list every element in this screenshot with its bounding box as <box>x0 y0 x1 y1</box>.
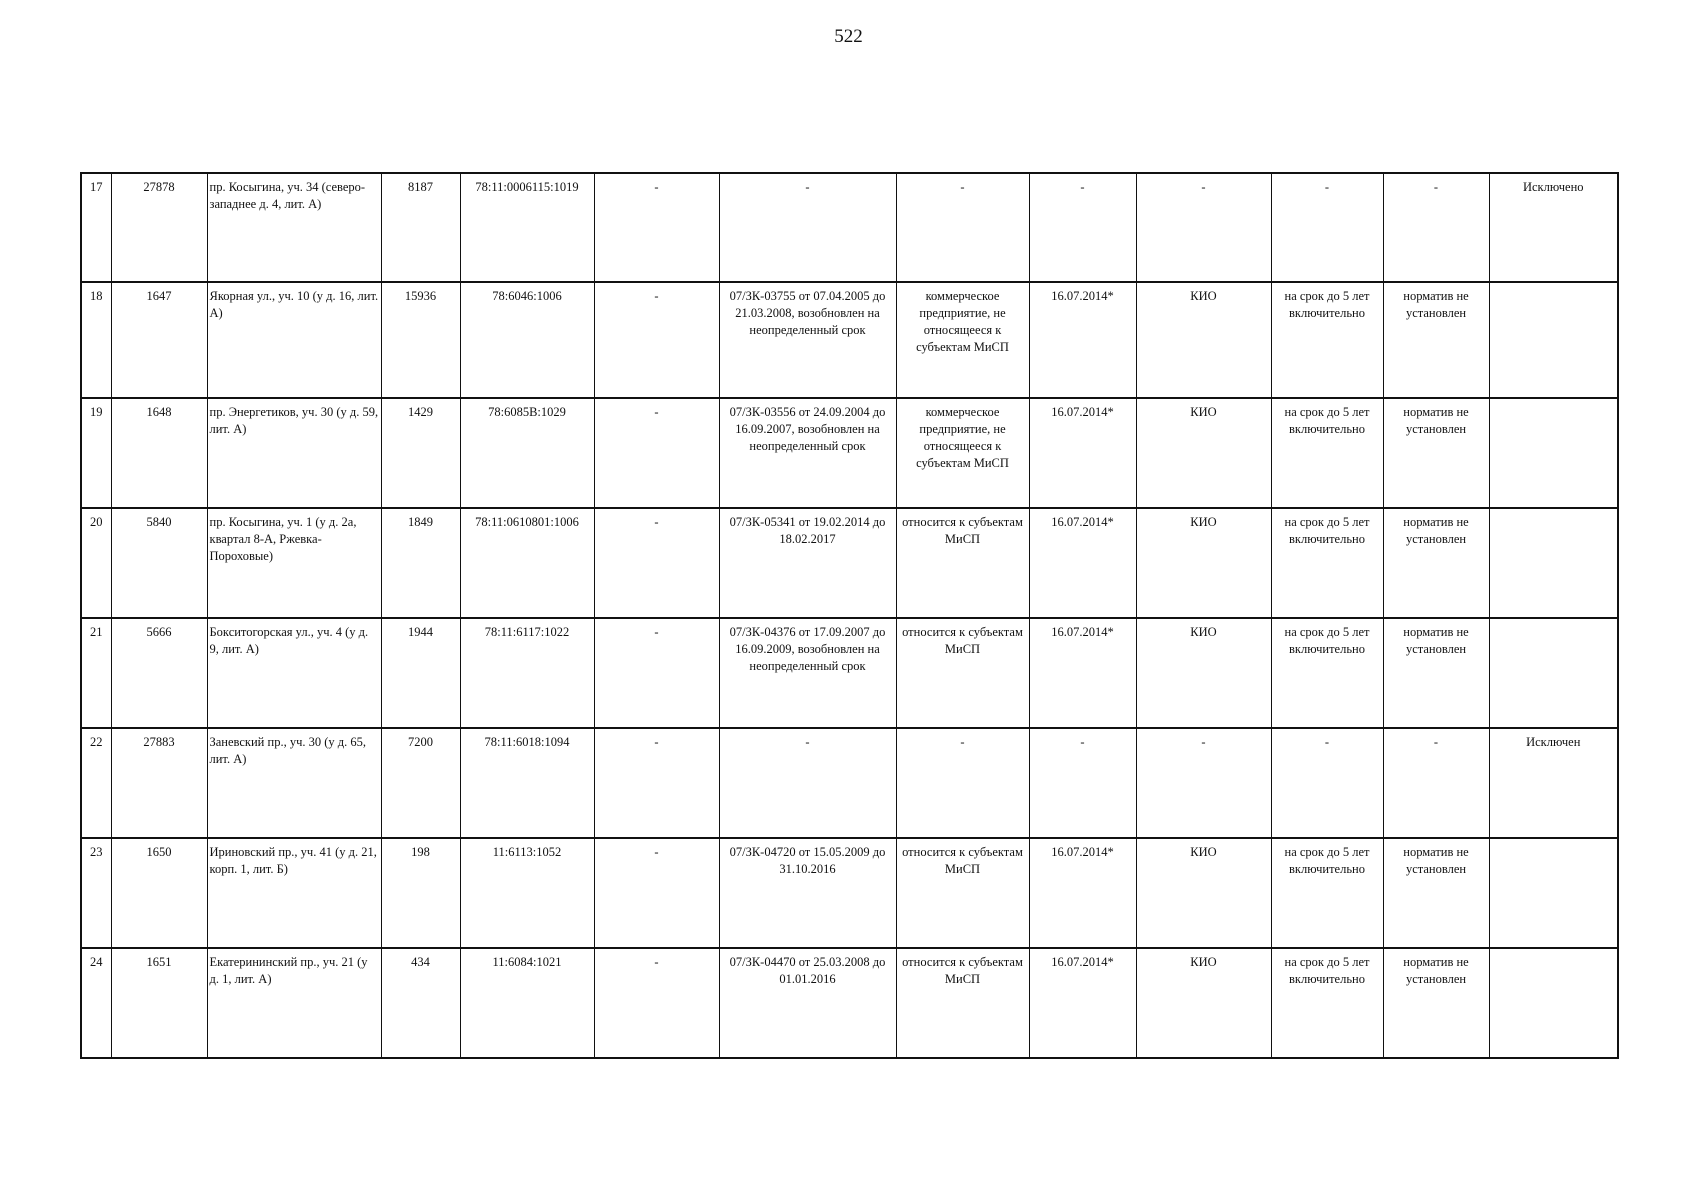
authority-cell: КИО <box>1136 838 1271 948</box>
tenant-category-cell: - <box>896 173 1029 282</box>
area-cell: 1944 <box>381 618 460 728</box>
tenant-category-cell: - <box>896 728 1029 838</box>
date-cell: 16.07.2014* <box>1029 508 1136 618</box>
address-cell: Заневский пр., уч. 30 (у д. 65, лит. А) <box>207 728 381 838</box>
tenant-category-cell: коммерческое предприятие, не относящееся к субъектам МиСП <box>896 282 1029 398</box>
encumbrance-cell: - <box>594 173 719 282</box>
area-cell: 7200 <box>381 728 460 838</box>
authority-cell: КИО <box>1136 948 1271 1058</box>
row-number-cell: 24 <box>81 948 111 1058</box>
area-cell: 434 <box>381 948 460 1058</box>
lease-contract-cell: 07/ЗК-05341 от 19.02.2014 до 18.02.2017 <box>719 508 896 618</box>
row-number-cell: 21 <box>81 618 111 728</box>
cadastral-number-cell: 78:11:6018:1094 <box>460 728 594 838</box>
area-cell: 198 <box>381 838 460 948</box>
lease-term-cell: на срок до 5 лет включительно <box>1271 618 1383 728</box>
object-id-cell: 1651 <box>111 948 207 1058</box>
date-cell: 16.07.2014* <box>1029 618 1136 728</box>
lease-contract-cell: - <box>719 173 896 282</box>
encumbrance-cell: - <box>594 618 719 728</box>
note-cell <box>1489 282 1618 398</box>
lease-contract-cell: - <box>719 728 896 838</box>
authority-cell: - <box>1136 728 1271 838</box>
encumbrance-cell: - <box>594 398 719 508</box>
norm-cell: - <box>1383 728 1489 838</box>
note-cell <box>1489 618 1618 728</box>
object-id-cell: 27883 <box>111 728 207 838</box>
object-id-cell: 5666 <box>111 618 207 728</box>
authority-cell: КИО <box>1136 398 1271 508</box>
norm-cell: - <box>1383 173 1489 282</box>
table-row <box>81 948 1618 1058</box>
authority-cell: - <box>1136 173 1271 282</box>
norm-cell: норматив не установлен <box>1383 508 1489 618</box>
row-number-cell: 20 <box>81 508 111 618</box>
area-cell: 1849 <box>381 508 460 618</box>
table-row <box>81 173 1618 282</box>
lease-term-cell: - <box>1271 173 1383 282</box>
authority-cell: КИО <box>1136 282 1271 398</box>
row-number-cell: 17 <box>81 173 111 282</box>
land-plots-table <box>80 172 1619 1059</box>
cadastral-number-cell: 78:6085В:1029 <box>460 398 594 508</box>
encumbrance-cell: - <box>594 838 719 948</box>
table-body <box>81 173 1618 1058</box>
address-cell: Якорная ул., уч. 10 (у д. 16, лит. А) <box>207 282 381 398</box>
note-cell: Исключено <box>1489 173 1618 282</box>
encumbrance-cell: - <box>594 948 719 1058</box>
row-number-cell: 23 <box>81 838 111 948</box>
object-id-cell: 1650 <box>111 838 207 948</box>
table-row <box>81 398 1618 508</box>
object-id-cell: 5840 <box>111 508 207 618</box>
date-cell: - <box>1029 173 1136 282</box>
tenant-category-cell: относится к субъектам МиСП <box>896 508 1029 618</box>
date-cell: 16.07.2014* <box>1029 282 1136 398</box>
lease-term-cell: на срок до 5 лет включительно <box>1271 282 1383 398</box>
object-id-cell: 1647 <box>111 282 207 398</box>
object-id-cell: 1648 <box>111 398 207 508</box>
norm-cell: норматив не установлен <box>1383 398 1489 508</box>
address-cell: пр. Косыгина, уч. 1 (у д. 2а, квартал 8-А, Ржевка-Пороховые) <box>207 508 381 618</box>
authority-cell: КИО <box>1136 618 1271 728</box>
tenant-category-cell: коммерческое предприятие, не относящееся к субъектам МиСП <box>896 398 1029 508</box>
lease-term-cell: на срок до 5 лет включительно <box>1271 508 1383 618</box>
cadastral-number-cell: 78:11:6117:1022 <box>460 618 594 728</box>
address-cell: Ириновский пр., уч. 41 (у д. 21, корп. 1, лит. Б) <box>207 838 381 948</box>
cadastral-number-cell: 11:6084:1021 <box>460 948 594 1058</box>
authority-cell: КИО <box>1136 508 1271 618</box>
note-cell: Исключен <box>1489 728 1618 838</box>
table-row <box>81 838 1618 948</box>
object-id-cell: 27878 <box>111 173 207 282</box>
area-cell: 1429 <box>381 398 460 508</box>
lease-contract-cell: 07/ЗК-04720 от 15.05.2009 до 31.10.2016 <box>719 838 896 948</box>
note-cell <box>1489 948 1618 1058</box>
tenant-category-cell: относится к субъектам МиСП <box>896 948 1029 1058</box>
date-cell: - <box>1029 728 1136 838</box>
address-cell: Екатерининский пр., уч. 21 (у д. 1, лит. А) <box>207 948 381 1058</box>
note-cell <box>1489 838 1618 948</box>
date-cell: 16.07.2014* <box>1029 948 1136 1058</box>
lease-term-cell: - <box>1271 728 1383 838</box>
date-cell: 16.07.2014* <box>1029 838 1136 948</box>
encumbrance-cell: - <box>594 728 719 838</box>
cadastral-number-cell: 78:6046:1006 <box>460 282 594 398</box>
table-row <box>81 508 1618 618</box>
page-number: 522 <box>834 26 863 47</box>
row-number-cell: 22 <box>81 728 111 838</box>
norm-cell: норматив не установлен <box>1383 282 1489 398</box>
lease-term-cell: на срок до 5 лет включительно <box>1271 838 1383 948</box>
lease-term-cell: на срок до 5 лет включительно <box>1271 948 1383 1058</box>
cadastral-number-cell: 78:11:0610801:1006 <box>460 508 594 618</box>
norm-cell: норматив не установлен <box>1383 618 1489 728</box>
note-cell <box>1489 398 1618 508</box>
address-cell: Бокситогорская ул., уч. 4 (у д. 9, лит. А) <box>207 618 381 728</box>
lease-contract-cell: 07/ЗК-04376 от 17.09.2007 до 16.09.2009, возобновлен на неопределенный срок <box>719 618 896 728</box>
table-row <box>81 728 1618 838</box>
lease-contract-cell: 07/ЗК-03755 от 07.04.2005 до 21.03.2008, возобновлен на неопределенный срок <box>719 282 896 398</box>
lease-contract-cell: 07/ЗК-03556 от 24.09.2004 до 16.09.2007, возобновлен на неопределенный срок <box>719 398 896 508</box>
table-row <box>81 618 1618 728</box>
lease-term-cell: на срок до 5 лет включительно <box>1271 398 1383 508</box>
address-cell: пр. Косыгина, уч. 34 (северо-западнее д. 4, лит. А) <box>207 173 381 282</box>
table-row <box>81 282 1618 398</box>
tenant-category-cell: относится к субъектам МиСП <box>896 618 1029 728</box>
encumbrance-cell: - <box>594 508 719 618</box>
address-cell: пр. Энергетиков, уч. 30 (у д. 59, лит. А) <box>207 398 381 508</box>
row-number-cell: 18 <box>81 282 111 398</box>
date-cell: 16.07.2014* <box>1029 398 1136 508</box>
cadastral-number-cell: 11:6113:1052 <box>460 838 594 948</box>
norm-cell: норматив не установлен <box>1383 948 1489 1058</box>
area-cell: 8187 <box>381 173 460 282</box>
lease-contract-cell: 07/ЗК-04470 от 25.03.2008 до 01.01.2016 <box>719 948 896 1058</box>
norm-cell: норматив не установлен <box>1383 838 1489 948</box>
note-cell <box>1489 508 1618 618</box>
area-cell: 15936 <box>381 282 460 398</box>
row-number-cell: 19 <box>81 398 111 508</box>
encumbrance-cell: - <box>594 282 719 398</box>
cadastral-number-cell: 78:11:0006115:1019 <box>460 173 594 282</box>
tenant-category-cell: относится к субъектам МиСП <box>896 838 1029 948</box>
